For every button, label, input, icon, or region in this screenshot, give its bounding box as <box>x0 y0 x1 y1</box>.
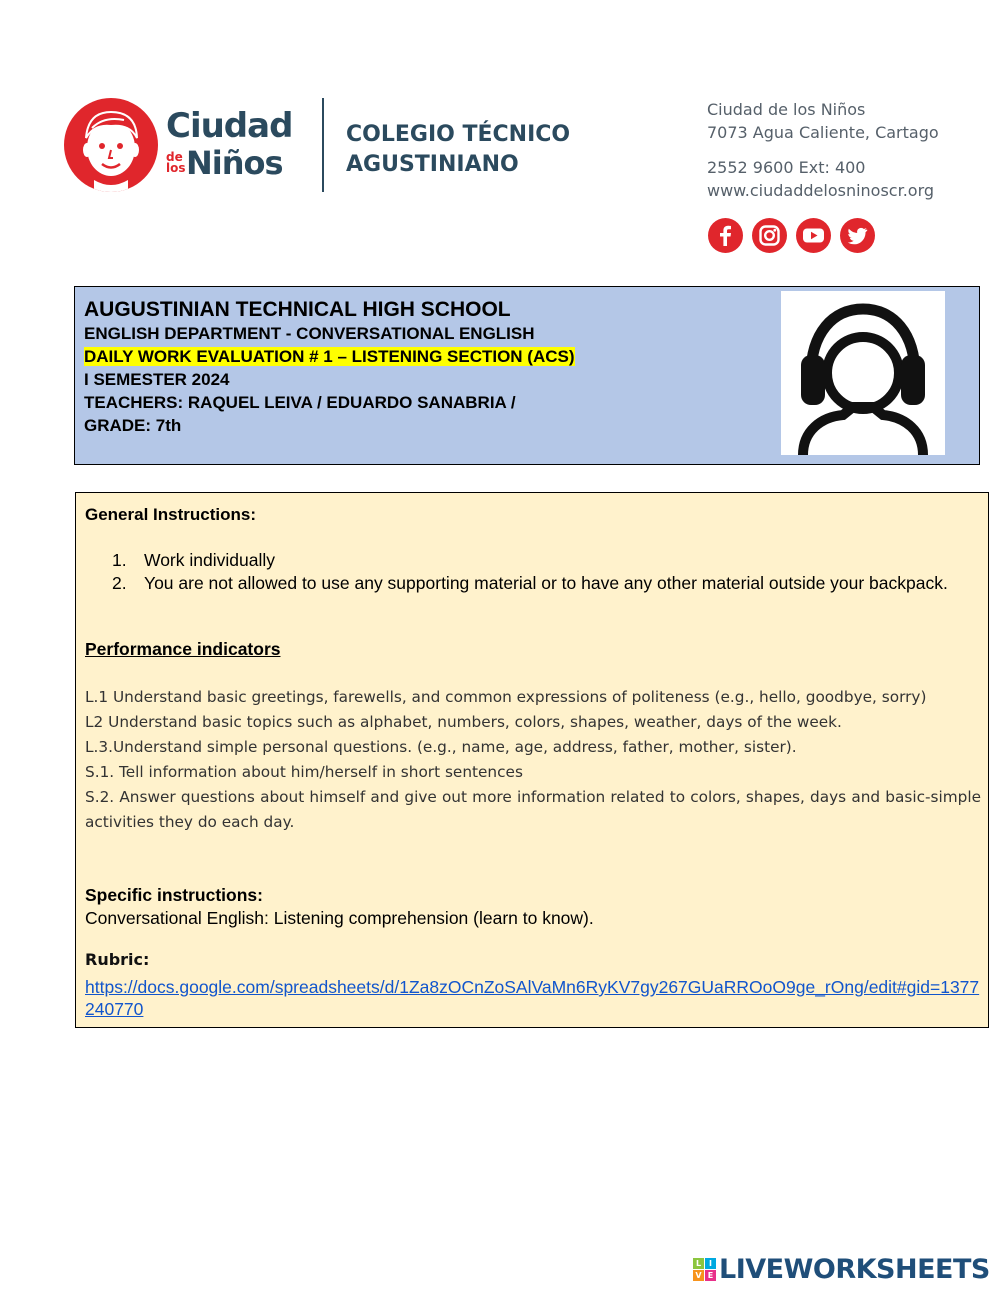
list-number: 2. <box>112 573 127 593</box>
department-line: ENGLISH DEPARTMENT - CONVERSATIONAL ENGLISH <box>84 324 535 343</box>
general-instructions-list <box>112 549 982 595</box>
social-icons <box>708 218 875 253</box>
indicator-l1: L.1 Understand basic greetings, farewells, and common expressions of politeness (e.g., hello, goodbye, sorry) <box>85 688 927 706</box>
grid-letter: V <box>693 1270 704 1281</box>
indicator-s1: S.1. Tell information about him/herself in short sentences <box>85 763 523 781</box>
colegio-line-2: AGUSTINIANO <box>346 152 519 177</box>
twitter-icon[interactable] <box>840 218 875 253</box>
grid-letter: L <box>693 1258 704 1269</box>
youtube-icon[interactable] <box>796 218 831 253</box>
general-instructions-heading: General Instructions: <box>85 505 256 524</box>
specific-instructions-heading: Specific instructions: <box>85 885 263 905</box>
brand-de: de <box>166 150 183 164</box>
title-text-block <box>84 297 575 437</box>
performance-indicators-heading: Performance indicators <box>85 639 281 659</box>
grid-letter: E <box>705 1270 716 1281</box>
school-title: AUGUSTINIAN TECHNICAL HIGH SCHOOL <box>84 298 511 321</box>
instructions-box <box>75 492 989 1028</box>
colegio-line-1: COLEGIO TÉCNICO <box>346 122 571 147</box>
instagram-icon[interactable] <box>752 218 787 253</box>
rubric-heading: Rubric: <box>85 950 150 969</box>
brand-ninos: Niños <box>186 144 283 182</box>
evaluation-line: DAILY WORK EVALUATION # 1 – LISTENING SECTION (ACS) <box>84 347 575 366</box>
colegio-name <box>346 120 570 180</box>
contact-info <box>707 98 939 202</box>
brand-divider <box>322 98 324 192</box>
brand-de-los <box>166 152 186 174</box>
list-text: You are not allowed to use any supporting material or to have any other material outside your backpack. <box>144 573 948 593</box>
list-item <box>112 572 982 595</box>
liveworksheets-text: LIVEWORKSHEETS <box>719 1253 990 1285</box>
list-number: 1. <box>112 550 127 570</box>
liveworksheets-logo[interactable] <box>693 1254 990 1284</box>
headphones-person-icon <box>781 291 945 455</box>
rubric-link[interactable]: https://docs.google.com/spreadsheets/d/1Za8zOCnZoSAlVaMn6RyKV7gy267GUaRROoO9ge_rOng/edit#gid=1377240770 <box>85 977 980 1019</box>
indicator-l2: L2 Understand basic topics such as alphabet, numbers, colors, shapes, weather, days of the week. <box>85 713 842 731</box>
facebook-icon[interactable] <box>708 218 743 253</box>
list-text: Work individually <box>144 550 275 570</box>
title-box <box>74 286 980 465</box>
contact-address: 7073 Agua Caliente, Cartago <box>707 123 939 142</box>
semester-line: I SEMESTER 2024 <box>84 370 230 389</box>
specific-instructions-text: Conversational English: Listening comprehension (learn to know). <box>85 908 594 928</box>
brand-ciudad: Ciudad <box>166 106 293 146</box>
grid-letter: I <box>705 1258 716 1269</box>
contact-website: www.ciudaddelosninoscr.org <box>707 181 935 200</box>
indicator-l3: L.3.Understand simple personal questions. (e.g., name, age, address, father, mother, sister). <box>85 738 797 756</box>
performance-indicators-list <box>85 685 981 835</box>
teachers-line: TEACHERS: RAQUEL LEIVA / EDUARDO SANABRIA / <box>84 393 516 412</box>
liveworksheets-grid-icon <box>693 1258 716 1281</box>
brand-los: los <box>166 161 186 175</box>
school-logo <box>64 96 604 196</box>
contact-name: Ciudad de los Niños <box>707 100 866 119</box>
contact-phone: 2552 9600 Ext: 400 <box>707 158 866 177</box>
grade-line: GRADE: 7th <box>84 416 182 435</box>
indicator-s2: S.2. Answer questions about himself and give out more information related to colors, shapes, days and basic-simple activities they do each day. <box>85 788 981 831</box>
child-face-logo-icon <box>64 98 158 192</box>
list-item <box>112 549 982 572</box>
